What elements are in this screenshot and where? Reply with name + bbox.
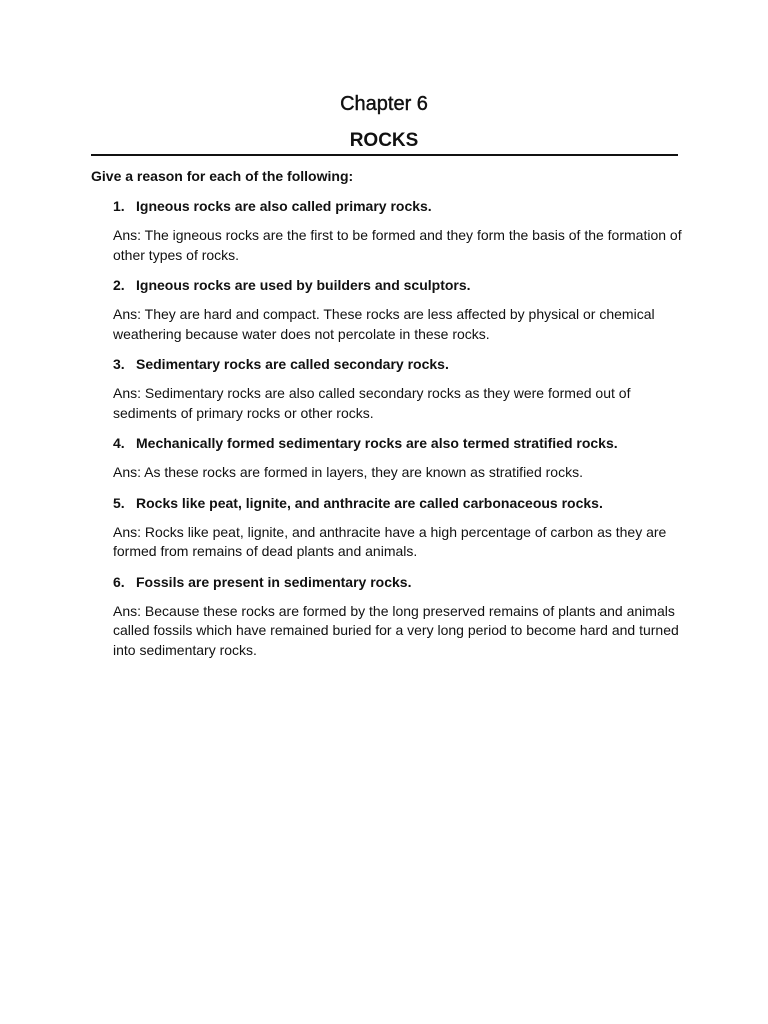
answer-text: Ans: As these rocks are formed in layers, they are known as stratified rocks. bbox=[113, 464, 583, 480]
qa-item bbox=[113, 494, 683, 562]
qa-item bbox=[113, 197, 683, 265]
answer-text: Ans: Because these rocks are formed by the long preserved remains of plants and animals called fossils which have remained buried for a very long period to become hard and turned into sedimentary rocks. bbox=[113, 602, 679, 658]
question-text: Igneous rocks are also called primary rocks. bbox=[136, 198, 432, 214]
qa-item bbox=[113, 355, 683, 423]
instruction-text: Give a reason for each of the following: bbox=[91, 168, 354, 184]
qa-item bbox=[113, 573, 683, 661]
question bbox=[113, 276, 683, 294]
answer-text: Ans: Sedimentary rocks are also called secondary rocks as they were formed out of sediments of primary rocks or other rocks. bbox=[113, 385, 631, 421]
answer-text: Ans: They are hard and compact. These rocks are less affected by physical or chemical weathering because water does not percolate in these rocks. bbox=[113, 306, 655, 342]
question bbox=[113, 573, 683, 591]
question-number: 6. bbox=[113, 573, 125, 590]
question-number: 1. bbox=[113, 198, 125, 214]
question-text: Fossils are present in sedimentary rocks. bbox=[136, 573, 412, 590]
answer-text: Ans: Rocks like peat, lignite, and anthracite have a high percentage of carbon as they are formed from remains of dead plants and animals. bbox=[113, 523, 667, 559]
question bbox=[113, 434, 683, 452]
question bbox=[113, 197, 683, 215]
answer-text: Ans: The igneous rocks are the first to be formed and they form the basis of the formation of other types of rocks. bbox=[113, 227, 682, 263]
question-number: 2. bbox=[113, 277, 125, 293]
question-number: 3. bbox=[113, 356, 125, 372]
qa-item bbox=[113, 434, 683, 483]
question-text: Sedimentary rocks are called secondary rocks. bbox=[136, 356, 449, 372]
question bbox=[113, 355, 683, 373]
qa-item bbox=[113, 276, 683, 344]
question-text: Rocks like peat, lignite, and anthracite are called carbonaceous rocks. bbox=[136, 494, 603, 511]
page-title: ROCKS bbox=[349, 130, 419, 151]
question-text: Igneous rocks are used by builders and sculptors. bbox=[136, 277, 471, 293]
title-divider bbox=[91, 154, 678, 156]
question-text: Mechanically formed sedimentary rocks are also termed stratified rocks. bbox=[136, 435, 618, 451]
chapter-heading: Chapter 6 bbox=[340, 93, 428, 115]
question-number: 5. bbox=[113, 494, 125, 511]
question-number: 4. bbox=[113, 435, 125, 451]
question-answer-list bbox=[113, 197, 683, 671]
question bbox=[113, 494, 683, 512]
